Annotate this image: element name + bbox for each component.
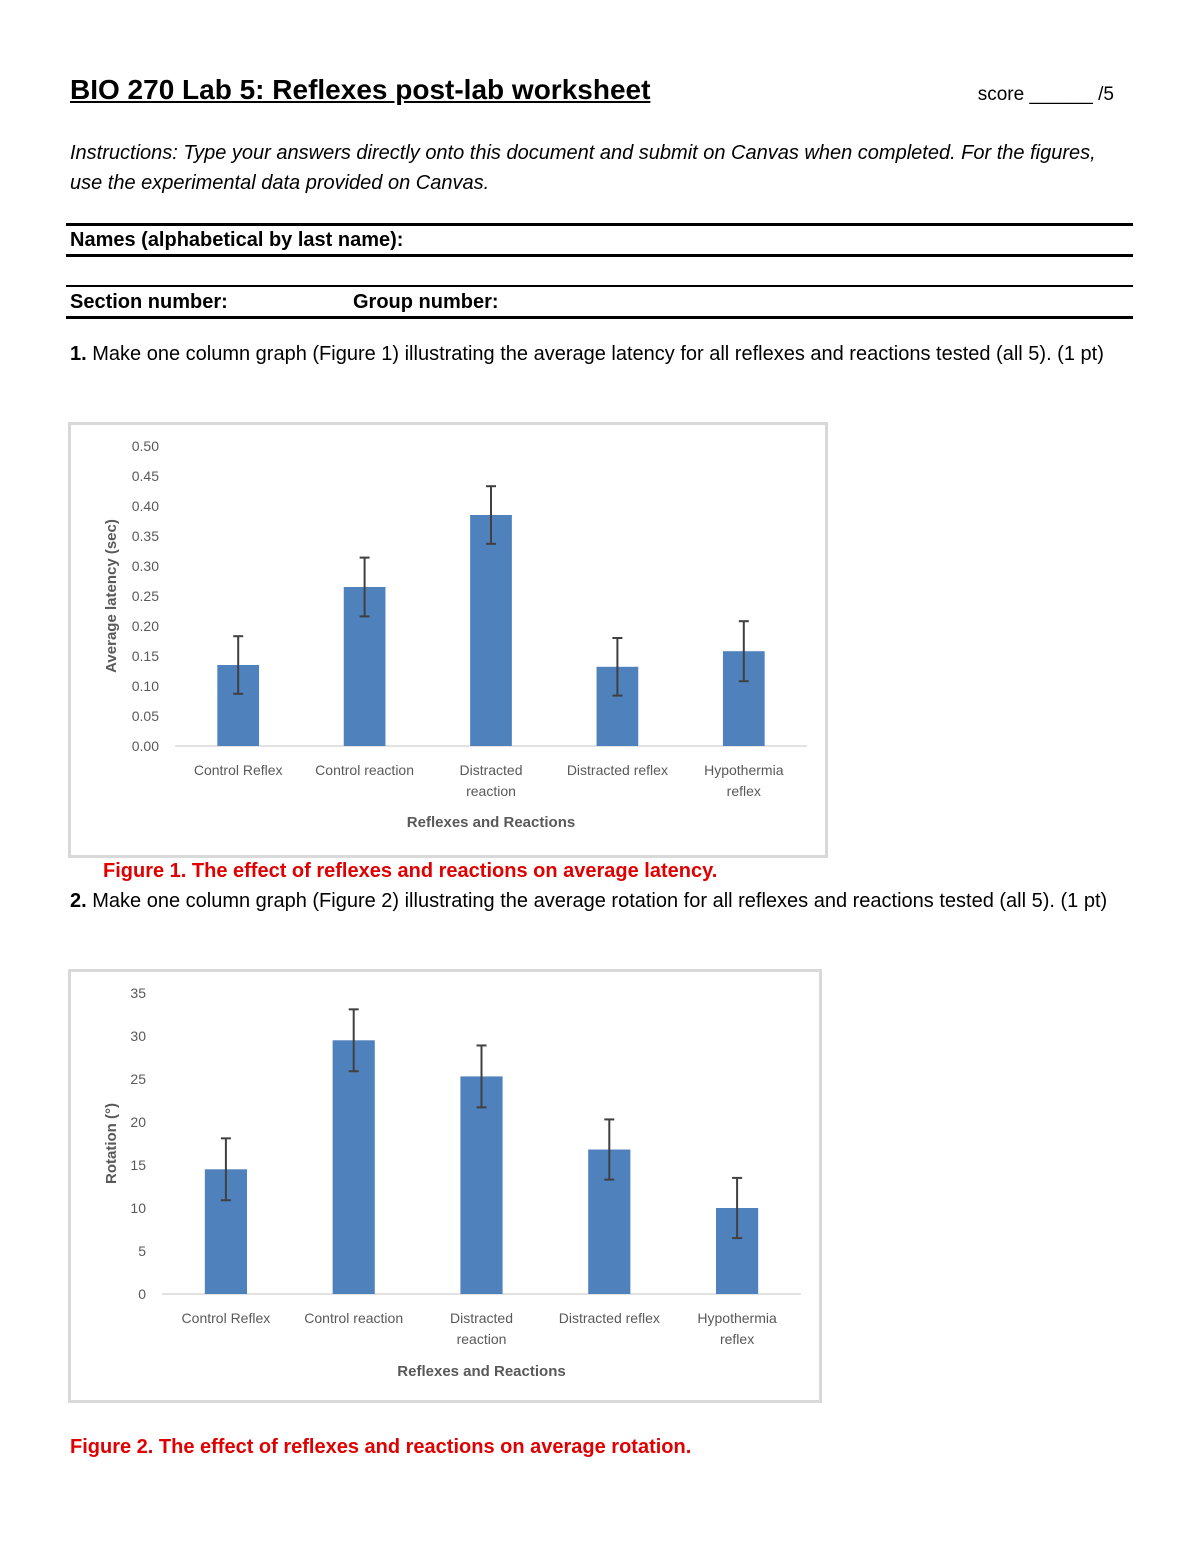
y-axis-title: Rotation (°) — [103, 1103, 120, 1184]
question-number: 2. — [70, 890, 87, 912]
section-number-label: Section number: — [70, 291, 228, 313]
y-tick-label: 35 — [130, 985, 146, 1001]
y-tick-label: 0.40 — [131, 498, 159, 514]
y-tick-label: 5 — [138, 1243, 146, 1259]
question-1 — [70, 340, 1130, 369]
group-number-label: Group number: — [353, 291, 499, 313]
question-text: Make one column graph (Figure 2) illustrating the average rotation for all reflexes and reactions tested (all 5). (1 pt) — [86, 890, 1108, 912]
divider — [66, 254, 1133, 257]
y-tick-label: 0.20 — [131, 618, 159, 634]
divider — [66, 285, 1133, 287]
latency-bar-chart — [71, 425, 825, 855]
question-2 — [70, 887, 1130, 916]
names-label: Names (alphabetical by last name): — [70, 229, 404, 251]
y-tick-label: 25 — [130, 1071, 146, 1087]
divider-top — [66, 223, 1133, 226]
y-tick-label: 0 — [138, 1286, 146, 1302]
bar — [333, 1040, 375, 1294]
y-tick-label: 0.05 — [131, 708, 159, 724]
y-tick-label: 15 — [130, 1157, 146, 1173]
y-tick-label: 0.15 — [131, 648, 159, 664]
bar — [460, 1076, 502, 1294]
x-axis-title: Reflexes and Reactions — [406, 814, 576, 831]
figure-2-chart — [68, 969, 822, 1403]
question-number: 1. — [70, 343, 87, 365]
y-tick-label: 0.50 — [131, 438, 159, 454]
divider-bottom — [66, 316, 1133, 319]
figure-1-caption: Figure 1. The effect of reflexes and reactions on average latency. — [103, 860, 718, 882]
x-tick-label: Control reaction — [315, 762, 415, 778]
y-tick-label: 0.30 — [131, 558, 159, 574]
x-tick-label: Hypothermia reflex — [704, 762, 784, 799]
y-tick-label: 0.25 — [131, 588, 159, 604]
x-tick-label: Distracted reaction — [449, 1310, 514, 1347]
rotation-bar-chart — [71, 972, 819, 1400]
x-tick-label: Distracted reaction — [459, 762, 523, 799]
y-tick-label: 0.00 — [131, 738, 159, 754]
y-tick-label: 20 — [130, 1114, 146, 1130]
worksheet-title: BIO 270 Lab 5: Reflexes post-lab worksheet — [70, 74, 651, 105]
x-tick-label: Control Reflex — [193, 762, 283, 778]
x-axis-title: Reflexes and Reactions — [397, 1363, 566, 1380]
x-tick-label: Distracted reflex — [566, 762, 668, 778]
bar — [470, 515, 512, 746]
figure-1-chart — [68, 422, 828, 858]
x-tick-label: Control Reflex — [181, 1310, 271, 1326]
y-tick-label: 10 — [130, 1200, 146, 1216]
figure-2-caption: Figure 2. The effect of reflexes and reactions on average rotation. — [70, 1436, 692, 1458]
question-text: Make one column graph (Figure 1) illustrating the average latency for all reflexes and reactions tested (all 5). (1 pt) — [86, 343, 1104, 365]
x-tick-label: Control reaction — [304, 1310, 404, 1326]
x-tick-label: Distracted reflex — [558, 1310, 660, 1326]
instructions-text: Instructions: Type your answers directly onto this document and submit on Canvas when completed. For the figures, use the experimental data provided on Canvas. — [70, 142, 1096, 194]
score-field: score ______ /5 — [977, 84, 1114, 105]
y-tick-label: 0.35 — [131, 528, 159, 544]
y-tick-label: 30 — [130, 1028, 146, 1044]
y-tick-label: 0.45 — [131, 468, 159, 484]
y-tick-label: 0.10 — [131, 678, 159, 694]
x-tick-label: Hypothermia reflex — [697, 1310, 777, 1347]
y-axis-title: Average latency (sec) — [103, 519, 120, 673]
